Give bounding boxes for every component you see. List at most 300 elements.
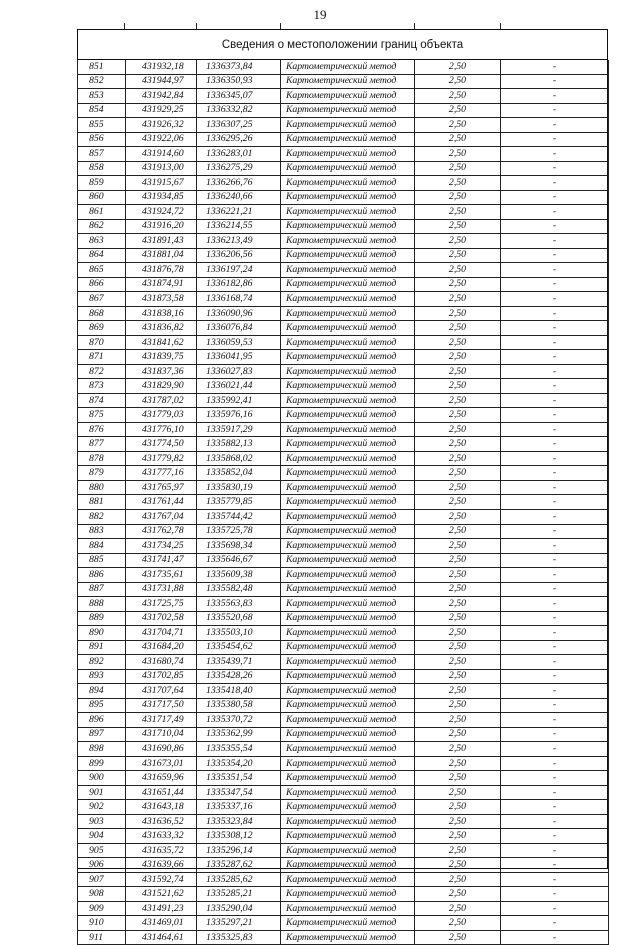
x-coordinate-cell: 431762,78 bbox=[126, 524, 197, 539]
y-coordinate-cell: 1336307,25 bbox=[197, 118, 281, 133]
method-cell: Картометрический метод bbox=[281, 234, 415, 249]
accuracy-cell: 2,50 bbox=[415, 248, 501, 263]
point-number-cell: 868 bbox=[78, 306, 126, 321]
accuracy-cell: 2,50 bbox=[415, 306, 501, 321]
y-coordinate-cell: 1335563,83 bbox=[197, 597, 281, 612]
x-coordinate-cell: 431873,58 bbox=[126, 292, 197, 307]
accuracy-cell: 2,50 bbox=[415, 626, 501, 641]
accuracy-cell: 2,50 bbox=[415, 655, 501, 670]
method-cell: Картометрический метод bbox=[281, 858, 415, 873]
table-row bbox=[78, 408, 609, 423]
x-coordinate-cell: 431942,84 bbox=[126, 89, 197, 104]
table-row bbox=[78, 539, 609, 554]
table-row bbox=[78, 930, 609, 945]
x-coordinate-cell: 431633,32 bbox=[126, 829, 197, 844]
x-coordinate-cell: 431734,25 bbox=[126, 539, 197, 554]
description-cell: - bbox=[501, 350, 609, 365]
point-number-cell: 901 bbox=[78, 785, 126, 800]
y-coordinate-cell: 1335582,48 bbox=[197, 582, 281, 597]
y-coordinate-cell: 1336345,07 bbox=[197, 89, 281, 104]
coordinates-sheet bbox=[77, 29, 608, 943]
description-cell: - bbox=[501, 800, 609, 815]
point-number-cell: 859 bbox=[78, 176, 126, 191]
x-coordinate-cell: 431776,10 bbox=[126, 422, 197, 437]
method-cell: Картометрический метод bbox=[281, 118, 415, 133]
method-cell: Картометрический метод bbox=[281, 263, 415, 278]
accuracy-cell: 2,50 bbox=[415, 277, 501, 292]
y-coordinate-cell: 1336041,95 bbox=[197, 350, 281, 365]
coordinates-table bbox=[77, 60, 609, 945]
description-cell: - bbox=[501, 263, 609, 278]
x-coordinate-cell: 431717,49 bbox=[126, 713, 197, 728]
description-cell: - bbox=[501, 74, 609, 89]
point-number-cell: 867 bbox=[78, 292, 126, 307]
method-cell: Картометрический метод bbox=[281, 524, 415, 539]
method-cell: Картометрический метод bbox=[281, 190, 415, 205]
accuracy-cell: 2,50 bbox=[415, 219, 501, 234]
method-cell: Картометрический метод bbox=[281, 640, 415, 655]
y-coordinate-cell: 1335868,02 bbox=[197, 451, 281, 466]
y-coordinate-cell: 1336182,86 bbox=[197, 277, 281, 292]
method-cell: Картометрический метод bbox=[281, 669, 415, 684]
accuracy-cell: 2,50 bbox=[415, 321, 501, 336]
description-cell: - bbox=[501, 713, 609, 728]
method-cell: Картометрический метод bbox=[281, 800, 415, 815]
accuracy-cell: 2,50 bbox=[415, 408, 501, 423]
x-coordinate-cell: 431839,75 bbox=[126, 350, 197, 365]
x-coordinate-cell: 431673,01 bbox=[126, 756, 197, 771]
table-row bbox=[78, 843, 609, 858]
y-coordinate-cell: 1335830,19 bbox=[197, 480, 281, 495]
method-cell: Картометрический метод bbox=[281, 582, 415, 597]
method-cell: Картометрический метод bbox=[281, 292, 415, 307]
description-cell: - bbox=[501, 640, 609, 655]
method-cell: Картометрический метод bbox=[281, 393, 415, 408]
y-coordinate-cell: 1335520,68 bbox=[197, 611, 281, 626]
method-cell: Картометрический метод bbox=[281, 568, 415, 583]
table-row bbox=[78, 553, 609, 568]
point-number-cell: 878 bbox=[78, 451, 126, 466]
table-row bbox=[78, 829, 609, 844]
point-number-cell: 884 bbox=[78, 539, 126, 554]
description-cell: - bbox=[501, 698, 609, 713]
y-coordinate-cell: 1335744,42 bbox=[197, 509, 281, 524]
method-cell: Картометрический метод bbox=[281, 147, 415, 162]
point-number-cell: 853 bbox=[78, 89, 126, 104]
point-number-cell: 855 bbox=[78, 118, 126, 133]
method-cell: Картометрический метод bbox=[281, 408, 415, 423]
table-row bbox=[78, 393, 609, 408]
x-coordinate-cell: 431731,88 bbox=[126, 582, 197, 597]
method-cell: Картометрический метод bbox=[281, 611, 415, 626]
y-coordinate-cell: 1336350,93 bbox=[197, 74, 281, 89]
description-cell: - bbox=[501, 205, 609, 220]
y-coordinate-cell: 1336240,66 bbox=[197, 190, 281, 205]
point-number-cell: 888 bbox=[78, 597, 126, 612]
description-cell: - bbox=[501, 277, 609, 292]
table-row bbox=[78, 132, 609, 147]
y-coordinate-cell: 1335325,83 bbox=[197, 930, 281, 945]
y-coordinate-cell: 1336275,29 bbox=[197, 161, 281, 176]
x-coordinate-cell: 431926,32 bbox=[126, 118, 197, 133]
method-cell: Картометрический метод bbox=[281, 814, 415, 829]
x-coordinate-cell: 431767,04 bbox=[126, 509, 197, 524]
method-cell: Картометрический метод bbox=[281, 350, 415, 365]
y-coordinate-cell: 1336221,21 bbox=[197, 205, 281, 220]
accuracy-cell: 2,50 bbox=[415, 640, 501, 655]
table-row bbox=[78, 509, 609, 524]
x-coordinate-cell: 431690,86 bbox=[126, 742, 197, 757]
description-cell: - bbox=[501, 582, 609, 597]
accuracy-cell: 2,50 bbox=[415, 771, 501, 786]
x-coordinate-cell: 431707,64 bbox=[126, 684, 197, 699]
method-cell: Картометрический метод bbox=[281, 451, 415, 466]
x-coordinate-cell: 431924,72 bbox=[126, 205, 197, 220]
y-coordinate-cell: 1335418,40 bbox=[197, 684, 281, 699]
point-number-cell: 879 bbox=[78, 466, 126, 481]
method-cell: Картометрический метод bbox=[281, 306, 415, 321]
point-number-cell: 897 bbox=[78, 727, 126, 742]
point-number-cell: 900 bbox=[78, 771, 126, 786]
accuracy-cell: 2,50 bbox=[415, 89, 501, 104]
description-cell: - bbox=[501, 408, 609, 423]
x-coordinate-cell: 431636,52 bbox=[126, 814, 197, 829]
x-coordinate-cell: 431841,62 bbox=[126, 335, 197, 350]
y-coordinate-cell: 1336266,76 bbox=[197, 176, 281, 191]
y-coordinate-cell: 1336206,56 bbox=[197, 248, 281, 263]
table-row bbox=[78, 698, 609, 713]
method-cell: Картометрический метод bbox=[281, 495, 415, 510]
method-cell: Картометрический метод bbox=[281, 248, 415, 263]
y-coordinate-cell: 1335882,13 bbox=[197, 437, 281, 452]
description-cell: - bbox=[501, 248, 609, 263]
method-cell: Картометрический метод bbox=[281, 103, 415, 118]
x-coordinate-cell: 431915,67 bbox=[126, 176, 197, 191]
point-number-cell: 887 bbox=[78, 582, 126, 597]
accuracy-cell: 2,50 bbox=[415, 901, 501, 916]
table-row bbox=[78, 190, 609, 205]
y-coordinate-cell: 1335439,71 bbox=[197, 655, 281, 670]
x-coordinate-cell: 431521,62 bbox=[126, 887, 197, 902]
page-number: 19 bbox=[313, 7, 327, 22]
table-row bbox=[78, 495, 609, 510]
x-coordinate-cell: 431710,04 bbox=[126, 727, 197, 742]
method-cell: Картометрический метод bbox=[281, 829, 415, 844]
description-cell: - bbox=[501, 161, 609, 176]
accuracy-cell: 2,50 bbox=[415, 611, 501, 626]
point-number-cell: 872 bbox=[78, 364, 126, 379]
point-number-cell: 892 bbox=[78, 655, 126, 670]
x-coordinate-cell: 431761,44 bbox=[126, 495, 197, 510]
description-cell: - bbox=[501, 655, 609, 670]
point-number-cell: 883 bbox=[78, 524, 126, 539]
method-cell: Картометрический метод bbox=[281, 364, 415, 379]
y-coordinate-cell: 1335287,62 bbox=[197, 858, 281, 873]
table-row bbox=[78, 582, 609, 597]
method-cell: Картометрический метод bbox=[281, 422, 415, 437]
accuracy-cell: 2,50 bbox=[415, 524, 501, 539]
accuracy-cell: 2,50 bbox=[415, 60, 501, 74]
description-cell: - bbox=[501, 437, 609, 452]
x-coordinate-cell: 431774,50 bbox=[126, 437, 197, 452]
table-row bbox=[78, 466, 609, 481]
accuracy-cell: 2,50 bbox=[415, 379, 501, 394]
table-row bbox=[78, 103, 609, 118]
table-row bbox=[78, 771, 609, 786]
point-number-cell: 904 bbox=[78, 829, 126, 844]
description-cell: - bbox=[501, 539, 609, 554]
y-coordinate-cell: 1336027,83 bbox=[197, 364, 281, 379]
method-cell: Картометрический метод bbox=[281, 132, 415, 147]
accuracy-cell: 2,50 bbox=[415, 727, 501, 742]
table-row bbox=[78, 800, 609, 815]
point-number-cell: 851 bbox=[78, 60, 126, 74]
description-cell: - bbox=[501, 597, 609, 612]
table-row bbox=[78, 350, 609, 365]
method-cell: Картометрический метод bbox=[281, 553, 415, 568]
description-cell: - bbox=[501, 219, 609, 234]
description-cell: - bbox=[501, 858, 609, 873]
x-coordinate-cell: 431469,01 bbox=[126, 916, 197, 931]
method-cell: Картометрический метод bbox=[281, 205, 415, 220]
description-cell: - bbox=[501, 321, 609, 336]
description-cell: - bbox=[501, 887, 609, 902]
x-coordinate-cell: 431639,66 bbox=[126, 858, 197, 873]
description-cell: - bbox=[501, 843, 609, 858]
y-coordinate-cell: 1335290,04 bbox=[197, 901, 281, 916]
accuracy-cell: 2,50 bbox=[415, 843, 501, 858]
y-coordinate-cell: 1335296,14 bbox=[197, 843, 281, 858]
accuracy-cell: 2,50 bbox=[415, 118, 501, 133]
y-coordinate-cell: 1335976,16 bbox=[197, 408, 281, 423]
accuracy-cell: 2,50 bbox=[415, 800, 501, 815]
description-cell: - bbox=[501, 568, 609, 583]
method-cell: Картометрический метод bbox=[281, 60, 415, 74]
table-row bbox=[78, 379, 609, 394]
point-number-cell: 886 bbox=[78, 568, 126, 583]
x-coordinate-cell: 431934,85 bbox=[126, 190, 197, 205]
y-coordinate-cell: 1336213,49 bbox=[197, 234, 281, 249]
table-row bbox=[78, 611, 609, 626]
table-row bbox=[78, 422, 609, 437]
accuracy-cell: 2,50 bbox=[415, 582, 501, 597]
accuracy-cell: 2,50 bbox=[415, 350, 501, 365]
point-number-cell: 852 bbox=[78, 74, 126, 89]
x-coordinate-cell: 431836,82 bbox=[126, 321, 197, 336]
y-coordinate-cell: 1335362,99 bbox=[197, 727, 281, 742]
point-number-cell: 858 bbox=[78, 161, 126, 176]
description-cell: - bbox=[501, 234, 609, 249]
y-coordinate-cell: 1336021,44 bbox=[197, 379, 281, 394]
point-number-cell: 882 bbox=[78, 509, 126, 524]
table-row bbox=[78, 335, 609, 350]
point-number-cell: 873 bbox=[78, 379, 126, 394]
accuracy-cell: 2,50 bbox=[415, 437, 501, 452]
description-cell: - bbox=[501, 292, 609, 307]
y-coordinate-cell: 1335297,21 bbox=[197, 916, 281, 931]
accuracy-cell: 2,50 bbox=[415, 74, 501, 89]
table-row bbox=[78, 118, 609, 133]
description-cell: - bbox=[501, 509, 609, 524]
description-cell: - bbox=[501, 684, 609, 699]
accuracy-cell: 2,50 bbox=[415, 205, 501, 220]
method-cell: Картометрический метод bbox=[281, 727, 415, 742]
accuracy-cell: 2,50 bbox=[415, 480, 501, 495]
accuracy-cell: 2,50 bbox=[415, 684, 501, 699]
y-coordinate-cell: 1336283,01 bbox=[197, 147, 281, 162]
description-cell: - bbox=[501, 829, 609, 844]
point-number-cell: 891 bbox=[78, 640, 126, 655]
point-number-cell: 866 bbox=[78, 277, 126, 292]
method-cell: Картометрический метод bbox=[281, 597, 415, 612]
table-row bbox=[78, 263, 609, 278]
x-coordinate-cell: 431837,36 bbox=[126, 364, 197, 379]
table-row bbox=[78, 176, 609, 191]
x-coordinate-cell: 431717,50 bbox=[126, 698, 197, 713]
x-coordinate-cell: 431684,20 bbox=[126, 640, 197, 655]
table-row bbox=[78, 60, 609, 74]
method-cell: Картометрический метод bbox=[281, 480, 415, 495]
x-coordinate-cell: 431922,06 bbox=[126, 132, 197, 147]
description-cell: - bbox=[501, 335, 609, 350]
x-coordinate-cell: 431838,16 bbox=[126, 306, 197, 321]
table-row bbox=[78, 248, 609, 263]
method-cell: Картометрический метод bbox=[281, 176, 415, 191]
table-row bbox=[78, 277, 609, 292]
y-coordinate-cell: 1336090,96 bbox=[197, 306, 281, 321]
y-coordinate-cell: 1335992,41 bbox=[197, 393, 281, 408]
description-cell: - bbox=[501, 814, 609, 829]
accuracy-cell: 2,50 bbox=[415, 103, 501, 118]
table-row bbox=[78, 858, 609, 873]
x-coordinate-cell: 431659,96 bbox=[126, 771, 197, 786]
point-number-cell: 895 bbox=[78, 698, 126, 713]
method-cell: Картометрический метод bbox=[281, 379, 415, 394]
x-coordinate-cell: 431944,97 bbox=[126, 74, 197, 89]
point-number-cell: 877 bbox=[78, 437, 126, 452]
table-row bbox=[78, 74, 609, 89]
y-coordinate-cell: 1335779,85 bbox=[197, 495, 281, 510]
x-coordinate-cell: 431916,20 bbox=[126, 219, 197, 234]
y-coordinate-cell: 1335323,84 bbox=[197, 814, 281, 829]
method-cell: Картометрический метод bbox=[281, 539, 415, 554]
x-coordinate-cell: 431765,97 bbox=[126, 480, 197, 495]
table-row bbox=[78, 901, 609, 916]
table-row bbox=[78, 568, 609, 583]
x-coordinate-cell: 431702,58 bbox=[126, 611, 197, 626]
accuracy-cell: 2,50 bbox=[415, 132, 501, 147]
point-number-cell: 893 bbox=[78, 669, 126, 684]
description-cell: - bbox=[501, 60, 609, 74]
point-number-cell: 890 bbox=[78, 626, 126, 641]
accuracy-cell: 2,50 bbox=[415, 495, 501, 510]
description-cell: - bbox=[501, 872, 609, 887]
accuracy-cell: 2,50 bbox=[415, 814, 501, 829]
table-row bbox=[78, 321, 609, 336]
x-coordinate-cell: 431891,43 bbox=[126, 234, 197, 249]
table-body bbox=[78, 60, 609, 945]
description-cell: - bbox=[501, 742, 609, 757]
table-row bbox=[78, 887, 609, 902]
y-coordinate-cell: 1335725,78 bbox=[197, 524, 281, 539]
method-cell: Картометрический метод bbox=[281, 916, 415, 931]
point-number-cell: 910 bbox=[78, 916, 126, 931]
description-cell: - bbox=[501, 176, 609, 191]
y-coordinate-cell: 1335355,54 bbox=[197, 742, 281, 757]
description-cell: - bbox=[501, 422, 609, 437]
accuracy-cell: 2,50 bbox=[415, 742, 501, 757]
description-cell: - bbox=[501, 89, 609, 104]
y-coordinate-cell: 1336295,26 bbox=[197, 132, 281, 147]
method-cell: Картометрический метод bbox=[281, 219, 415, 234]
point-number-cell: 899 bbox=[78, 756, 126, 771]
point-number-cell: 864 bbox=[78, 248, 126, 263]
table-row bbox=[78, 234, 609, 249]
method-cell: Картометрический метод bbox=[281, 161, 415, 176]
table-row bbox=[78, 89, 609, 104]
description-cell: - bbox=[501, 306, 609, 321]
method-cell: Картометрический метод bbox=[281, 321, 415, 336]
description-cell: - bbox=[501, 103, 609, 118]
y-coordinate-cell: 1335285,21 bbox=[197, 887, 281, 902]
point-number-cell: 880 bbox=[78, 480, 126, 495]
y-coordinate-cell: 1336197,24 bbox=[197, 263, 281, 278]
x-coordinate-cell: 431635,72 bbox=[126, 843, 197, 858]
x-coordinate-cell: 431777,16 bbox=[126, 466, 197, 481]
method-cell: Картометрический метод bbox=[281, 698, 415, 713]
accuracy-cell: 2,50 bbox=[415, 698, 501, 713]
description-cell: - bbox=[501, 495, 609, 510]
x-coordinate-cell: 431876,78 bbox=[126, 263, 197, 278]
y-coordinate-cell: 1335852,04 bbox=[197, 466, 281, 481]
point-number-cell: 869 bbox=[78, 321, 126, 336]
method-cell: Картометрический метод bbox=[281, 901, 415, 916]
table-row bbox=[78, 292, 609, 307]
table-row bbox=[78, 916, 609, 931]
description-cell: - bbox=[501, 901, 609, 916]
accuracy-cell: 2,50 bbox=[415, 466, 501, 481]
x-coordinate-cell: 431779,82 bbox=[126, 451, 197, 466]
table-row bbox=[78, 727, 609, 742]
point-number-cell: 905 bbox=[78, 843, 126, 858]
method-cell: Картометрический метод bbox=[281, 277, 415, 292]
table-row bbox=[78, 147, 609, 162]
y-coordinate-cell: 1335917,29 bbox=[197, 422, 281, 437]
description-cell: - bbox=[501, 626, 609, 641]
description-cell: - bbox=[501, 190, 609, 205]
point-number-cell: 898 bbox=[78, 742, 126, 757]
method-cell: Картометрический метод bbox=[281, 713, 415, 728]
point-number-cell: 907 bbox=[78, 872, 126, 887]
accuracy-cell: 2,50 bbox=[415, 176, 501, 191]
point-number-cell: 874 bbox=[78, 393, 126, 408]
table-row bbox=[78, 205, 609, 220]
description-cell: - bbox=[501, 147, 609, 162]
accuracy-cell: 2,50 bbox=[415, 451, 501, 466]
table-row bbox=[78, 524, 609, 539]
description-cell: - bbox=[501, 785, 609, 800]
x-coordinate-cell: 431735,61 bbox=[126, 568, 197, 583]
description-cell: - bbox=[501, 771, 609, 786]
description-cell: - bbox=[501, 930, 609, 945]
method-cell: Картометрический метод bbox=[281, 89, 415, 104]
x-coordinate-cell: 431787,02 bbox=[126, 393, 197, 408]
x-coordinate-cell: 431491,23 bbox=[126, 901, 197, 916]
accuracy-cell: 2,50 bbox=[415, 509, 501, 524]
method-cell: Картометрический метод bbox=[281, 684, 415, 699]
method-cell: Картометрический метод bbox=[281, 872, 415, 887]
method-cell: Картометрический метод bbox=[281, 655, 415, 670]
